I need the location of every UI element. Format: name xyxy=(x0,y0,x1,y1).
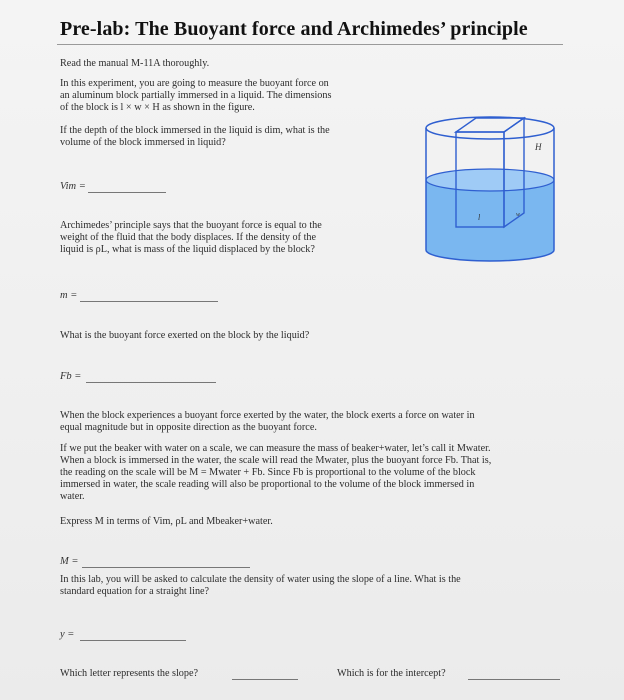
beaker-block-figure xyxy=(418,110,563,265)
intercept-question: Which is for the intercept? xyxy=(337,668,446,679)
fb-label: Fb = xyxy=(60,371,82,382)
w-dimension-label: w xyxy=(516,212,521,218)
big-m-label: M = xyxy=(60,556,79,567)
reaction-line-1: When the block experiences a buoyant force exerted by the water, the block exerts a force on water in xyxy=(60,410,475,421)
scale-line-4: immersed in water, the scale reading will also be proportional to the volume of the block immersed in xyxy=(60,479,475,490)
page-title: Pre-lab: The Buoyant force and Archimedes’ principle xyxy=(60,18,528,40)
line-question-1: In this lab, you will be asked to calculate the density of water using the slope of a line. What is the xyxy=(60,574,461,585)
express-m-prompt: Express M in terms of Vim, ρL and Mbeaker+water. xyxy=(60,516,273,527)
water-fill xyxy=(426,180,554,261)
water-surface xyxy=(426,169,554,191)
buoyant-force-question: What is the buoyant force exerted on the block by the liquid? xyxy=(60,330,310,341)
scale-line-2: When a block is immersed in the water, the scale will read the Mwater, plus the buoyant force Fb. That is, xyxy=(60,455,492,466)
intercept-answer-line[interactable] xyxy=(468,679,560,680)
y-answer-line[interactable] xyxy=(80,640,186,641)
scale-line-3: the reading on the scale will be M = Mwater + Fb. Since Fb is proportional to the volume of the block xyxy=(60,467,476,478)
reaction-line-2: equal magnitude but in opposite direction as the buoyant force. xyxy=(60,422,317,433)
intro-line-2: an aluminum block partially immersed in a liquid. The dimensions xyxy=(60,90,332,101)
depth-question-line-1: If the depth of the block immersed in the liquid is dim, what is the xyxy=(60,125,330,136)
read-manual-text: Read the manual M-11A thoroughly. xyxy=(60,58,210,69)
line-question-2: standard equation for a straight line? xyxy=(60,586,210,597)
mass-label: m = xyxy=(60,290,78,301)
l-dimension-label: l xyxy=(478,213,481,222)
intro-line-3: of the block is l × w × H as shown in the figure. xyxy=(60,102,255,113)
scale-line-1: If we put the beaker with water on a scale, we can measure the mass of beaker+water, let’s call it Mwater. xyxy=(60,443,491,454)
slope-question: Which letter represents the slope? xyxy=(60,668,199,679)
title-underline xyxy=(57,44,563,45)
h-dimension-label: H xyxy=(535,142,542,152)
y-label: y = xyxy=(60,629,75,640)
fb-answer-line[interactable] xyxy=(86,382,216,383)
vim-label: Vim = xyxy=(60,181,86,192)
archimedes-line-2: weight of the fluid that the body displaces. If the density of the xyxy=(60,232,317,243)
depth-question-line-2: volume of the block immersed in liquid? xyxy=(60,137,226,148)
slope-answer-line[interactable] xyxy=(232,679,298,680)
archimedes-line-1: Archimedes’ principle says that the buoyant force is equal to the xyxy=(60,220,322,231)
intro-line-1: In this experiment, you are going to measure the buoyant force on xyxy=(60,78,329,89)
beaker-rim xyxy=(426,117,554,139)
scale-line-5: water. xyxy=(60,491,85,502)
mass-answer-line[interactable] xyxy=(80,301,218,302)
archimedes-line-3: liquid is ρL, what is mass of the liquid displaced by the block? xyxy=(60,244,315,255)
vim-answer-line[interactable] xyxy=(88,192,166,193)
big-m-answer-line[interactable] xyxy=(82,567,250,568)
